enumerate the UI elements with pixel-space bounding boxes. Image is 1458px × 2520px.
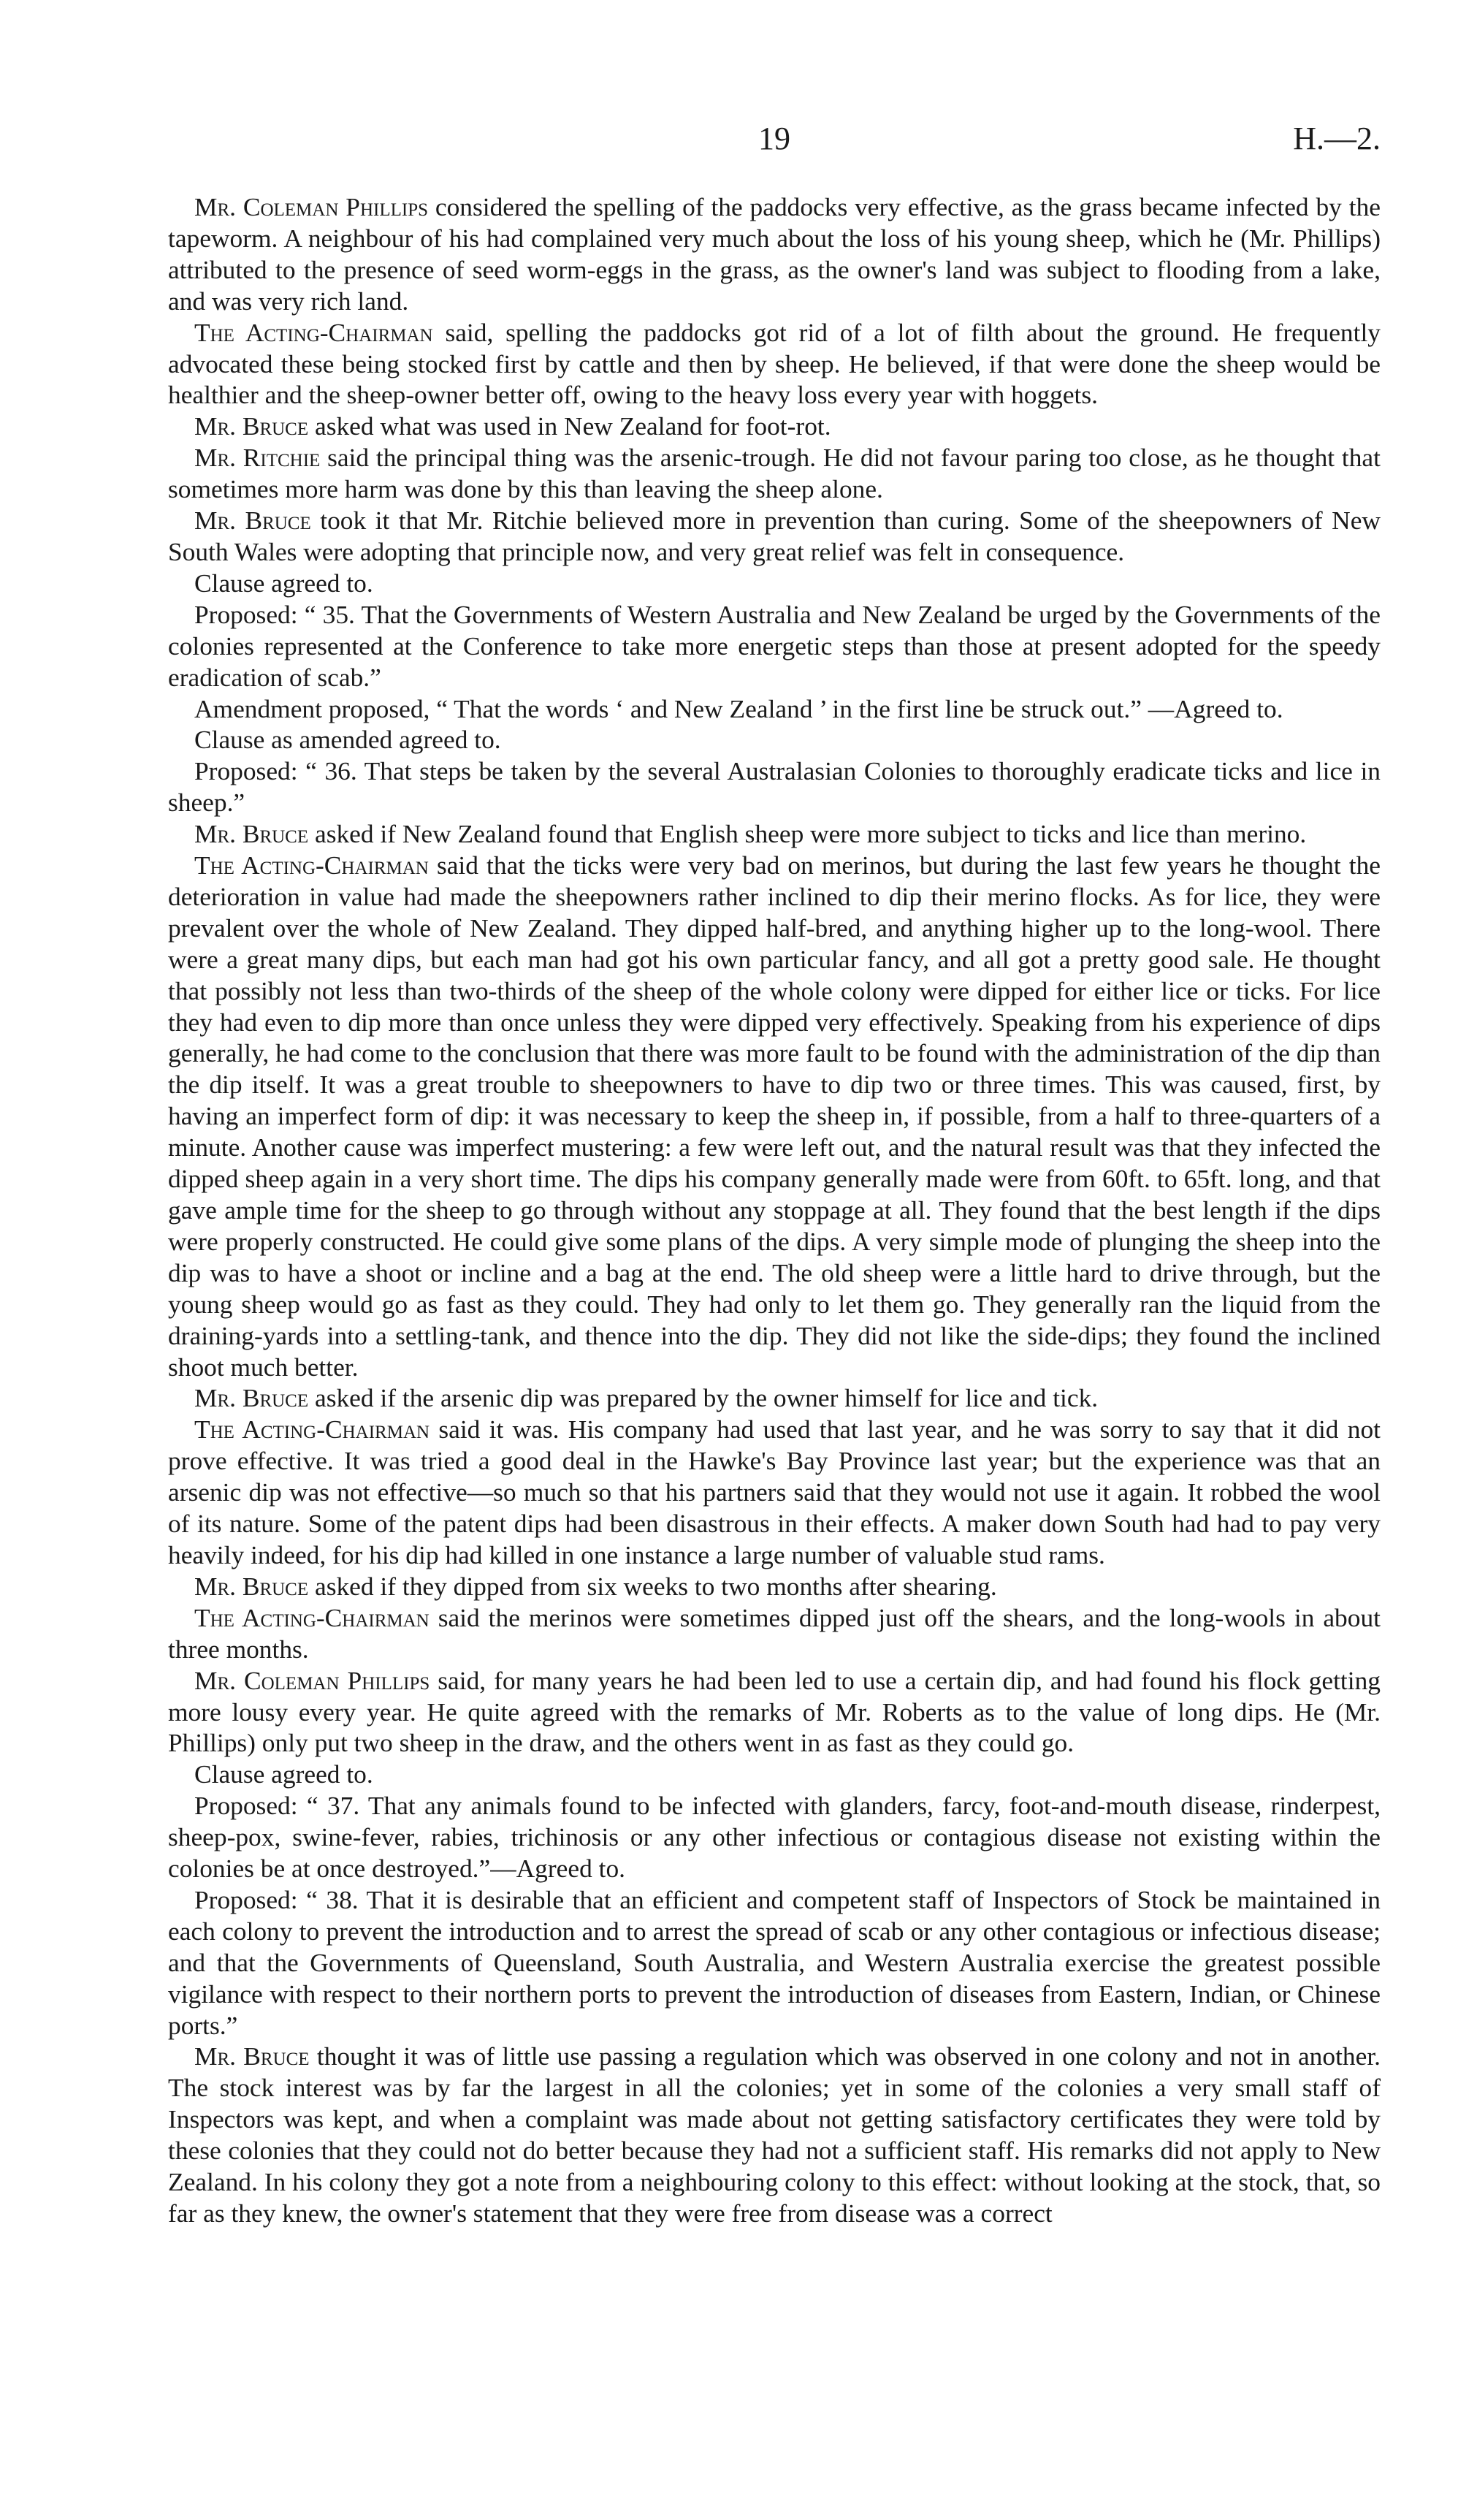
paragraph: [168, 442, 1381, 505]
paragraph: [168, 693, 1381, 725]
paragraph-text: Proposed: “ 36. That steps be taken by the several Australasian Colonies to thoroughly eradicate ticks and lice in sheep.”: [168, 756, 1381, 818]
paragraph: [168, 1571, 1381, 1602]
document-reference: H.—2.: [1293, 121, 1381, 156]
paragraph-text: said the merinos were sometimes dipped just off the shears, and the long-wools in about three months.: [168, 1602, 1381, 1664]
paragraph-text: Proposed: “ 37. That any animals found to be infected with glanders, farcy, foot-and-mouth disease, rinderpest, sheep-pox, swine-fever, rabies, trichinosis or any other infectious or contagious disease not existing within the colonies be at once destroyed.”—Agreed to.: [168, 1791, 1381, 1884]
speaker-name: Mr. Ritchie: [194, 443, 321, 473]
paragraph: [168, 1790, 1381, 1884]
paragraph: [168, 1884, 1381, 2041]
paragraph: [168, 191, 1381, 317]
paragraph: [168, 850, 1381, 1382]
paragraph-text: said, for many years he had been led to use a certain dip, and had found his flock getting more lousy every year. He quite agreed with the remarks of Mr. Roberts as to the value of long dips. He (Mr. Phillips) only put two sheep in the draw, and the others went in as fast as they could go.: [168, 1665, 1381, 1758]
paragraph: [168, 1602, 1381, 1665]
paragraph-text: Amendment proposed, “ That the words ‘ and New Zealand ’ in the first line be struck out.” —Agreed to.: [194, 693, 1283, 723]
paragraph: [168, 2041, 1381, 2228]
speaker-name: Mr. Bruce: [194, 819, 309, 849]
paragraph-text: said the principal thing was the arsenic-trough. He did not favour paring too close, as he thought that sometimes more harm was done by this than leaving the sheep alone.: [168, 443, 1381, 504]
paragraph: [168, 724, 1381, 755]
paragraph-text: asked if they dipped from six weeks to two months after shearing.: [314, 1571, 997, 1601]
speaker-name: The Acting-Chairman: [194, 850, 429, 880]
speaker-name: The Acting-Chairman: [194, 1602, 430, 1632]
paragraph: [168, 411, 1381, 442]
page-header: [168, 117, 1381, 161]
speaker-name: Mr. Bruce: [194, 1571, 309, 1601]
speaker-name: Mr. Bruce: [194, 1383, 309, 1413]
paragraph-text: said it was. His company had used that last year, and he was sorry to say that it did not prove effective. It was tried a good deal in the Hawke's Bay Province last year; but the experience was that an arsenic dip was not effective—so much so that his partners said that they would not use it again. It robbed the wool of its nature. Some of the patent dips had been disastrous in their effects. A maker down South had had to pay very heavily indeed, for his dip had killed in one instance a large number of valuable stud rams.: [168, 1415, 1381, 1569]
paragraph: [168, 599, 1381, 693]
speaker-name: The Acting-Chairman: [194, 317, 433, 347]
paragraph: [168, 755, 1381, 818]
paragraph: [168, 1414, 1381, 1571]
paragraph-text: thought it was of little use passing a regulation which was observed in one colony and not in another. The stock interest was by far the largest in all the colonies; yet in some of the colonies a very small staff of Inspectors was kept, and when a complaint was made about not getting satisfactory certificates they were told by these colonies that they could not do better because they had not a sufficient staff. His remarks did not apply to New Zealand. In his colony they got a note from a neighbouring colony to this effect: without looking at the stock, that, so far as they knew, the owner's statement that they were free from disease was a correct: [168, 2041, 1381, 2228]
paragraph: [168, 1382, 1381, 1414]
paragraph: [168, 1759, 1381, 1790]
paragraph-text: Clause as amended agreed to.: [194, 725, 501, 755]
paragraph-text: asked if New Zealand found that English sheep were more subject to ticks and lice than merino.: [314, 819, 1307, 849]
paragraph: [168, 505, 1381, 568]
paragraph-text: considered the spelling of the paddocks very effective, as the grass became infected by the tapeworm. A neighbour of his had complained very much about the loss of his young sheep, which he (Mr. Phillips) attributed to the presence of seed worm-eggs in the grass, as the owner's land was subject to flooding from a lake, and was very rich land.: [168, 192, 1381, 316]
paragraph-text: said that the ticks were very bad on merinos, but during the last few years he thought the deterioration in value had made the sheepowners rather inclined to dip their merino flocks. As for lice, they were prevalent over the whole of New Zealand. They dipped half-bred, and anything higher up to the long-wool. There were a great many dips, but each man had got his own particular fancy, and all got a pretty good sale. He thought that possibly not less than two-thirds of the sheep of the whole colony were dipped for either lice or ticks. For lice they had even to dip more than once unless they were dipped very effectively. Speaking from his experience of dips generally, he had come to the conclusion that there was more fault to be found with the administration of the dip than the dip itself. It was a great trouble to sheepowners to have to dip two or three times. This was caused, first, by having an imperfect form of dip: it was necessary to keep the sheep in, if possible, from a half to three-quarters of a minute. Another cause was imperfect mustering: a few were left out, and the natural result was that they infected the dipped sheep again in a very short time. The dips his company generally made were from 60ft. to 65ft. long, and that gave ample time for the sheep to go through without any stoppage at all. They found that the best length if the dips were properly constructed. He could give some plans of the dips. A very simple mode of plunging the sheep into the dip was to have a shoot or incline and a bag at the end. The old sheep were a little hard to drive through, but the young sheep would go as fast as they could. They had only to let them go. They generally ran the liquid from the draining-yards into a settling-tank, and thence into the dip. They did not like the side-dips; they found the inclined shoot much better.: [168, 850, 1381, 1382]
paragraph-text: took it that Mr. Ritchie believed more in prevention than curing. Some of the sheepowners of New South Wales were adopting that principle now, and very great relief was felt in consequence.: [168, 506, 1381, 566]
paragraph-text: asked if the arsenic dip was prepared by the owner himself for lice and tick.: [314, 1383, 1099, 1413]
paragraph: [168, 818, 1381, 850]
paragraph: [168, 317, 1381, 411]
paragraph: [168, 1665, 1381, 1759]
paragraph-text: asked what was used in New Zealand for foot-rot.: [314, 411, 831, 441]
speaker-name: Mr. Coleman Phillips: [194, 1665, 430, 1695]
speaker-name: Mr. Bruce: [194, 411, 309, 441]
paragraph-text: Clause agreed to.: [194, 568, 373, 598]
speaker-name: Mr. Bruce: [194, 506, 311, 536]
paragraph-text: Proposed: “ 35. That the Governments of Western Australia and New Zealand be urged by the Governments of the colonies represented at the Conference to take more energetic steps than those at present adopted for the speedy eradication of scab.”: [168, 599, 1381, 692]
paragraph: [168, 568, 1381, 599]
page-number: 19: [758, 121, 790, 156]
speaker-name: The Acting-Chairman: [194, 1415, 430, 1444]
paragraph-text: said, spelling the paddocks got rid of a lot of filth about the ground. He frequently advocated these being stocked first by cattle and then by sheep. He believed, if that were done the sheep would be healthier and the sheep-owner better off, owing to the heavy loss every year with hoggets.: [168, 317, 1381, 410]
speaker-name: Mr. Coleman Phillips: [194, 192, 429, 221]
paragraph-text: Proposed: “ 38. That it is desirable that an efficient and competent staff of Inspectors of Stock be maintained in each colony to prevent the introduction and to arrest the spread of scab or any other contagious or infectious disease; and that the Governments of Queensland, South Australia, and Western Australia exercise the greatest possible vigilance with respect to their northern ports to prevent the introduction of diseases from Eastern, Indian, or Chinese ports.”: [168, 1884, 1381, 2040]
speaker-name: Mr. Bruce: [194, 2041, 310, 2071]
proceedings-text: [168, 191, 1381, 2229]
paragraph-text: Clause agreed to.: [194, 1759, 373, 1789]
